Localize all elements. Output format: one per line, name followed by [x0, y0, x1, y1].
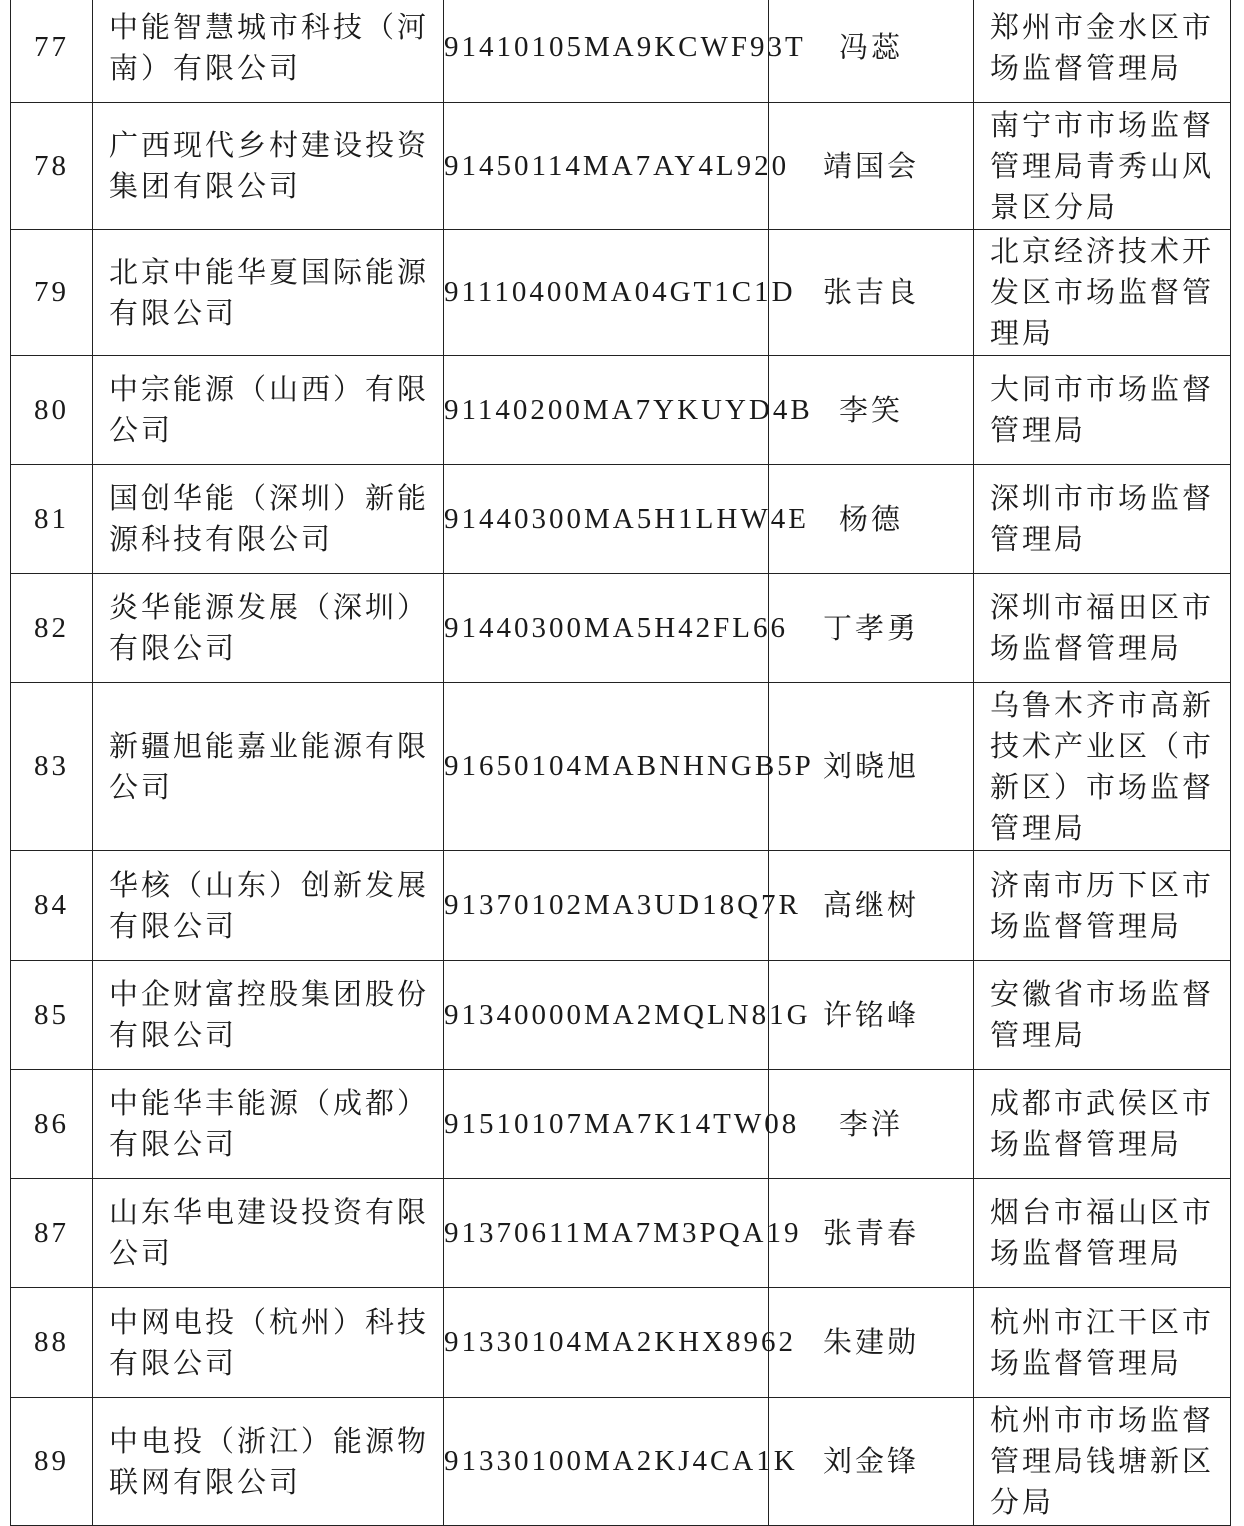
credit-code: 91650104MABNHNGB5P	[444, 683, 769, 851]
company-name: 北京中能华夏国际能源有限公司	[93, 230, 444, 356]
legal-rep: 许铭峰	[769, 961, 974, 1070]
credit-code: 91410105MA9KCWF93T	[444, 0, 769, 103]
credit-code: 91330104MA2KHX8962	[444, 1288, 769, 1398]
table-row	[11, 574, 1231, 683]
table-row	[11, 961, 1231, 1070]
legal-rep: 刘晓旭	[769, 683, 974, 851]
row-number: 81	[11, 465, 93, 574]
company-name: 中宗能源（山西）有限公司	[93, 356, 444, 465]
legal-rep: 李洋	[769, 1070, 974, 1179]
company-name: 中电投（浙江）能源物联网有限公司	[93, 1398, 444, 1526]
registry-table	[10, 0, 1231, 1526]
credit-code: 91140200MA7YKUYD4B	[444, 356, 769, 465]
registration-authority: 杭州市江干区市场监督管理局	[974, 1288, 1231, 1398]
row-number: 79	[11, 230, 93, 356]
company-name: 华核（山东）创新发展有限公司	[93, 851, 444, 961]
row-number: 83	[11, 683, 93, 851]
table-row	[11, 1288, 1231, 1398]
company-name: 中企财富控股集团股份有限公司	[93, 961, 444, 1070]
registration-authority: 乌鲁木齐市高新技术产业区（市新区）市场监督管理局	[974, 683, 1231, 851]
legal-rep: 刘金锋	[769, 1398, 974, 1526]
registration-authority: 深圳市福田区市场监督管理局	[974, 574, 1231, 683]
row-number: 85	[11, 961, 93, 1070]
table-row	[11, 465, 1231, 574]
credit-code: 91340000MA2MQLN81G	[444, 961, 769, 1070]
credit-code: 91370611MA7M3PQA19	[444, 1179, 769, 1288]
credit-code: 91330100MA2KJ4CA1K	[444, 1398, 769, 1526]
registration-authority: 深圳市市场监督管理局	[974, 465, 1231, 574]
legal-rep: 靖国会	[769, 103, 974, 230]
legal-rep: 张吉良	[769, 230, 974, 356]
row-number: 89	[11, 1398, 93, 1526]
row-number: 80	[11, 356, 93, 465]
table-row	[11, 683, 1231, 851]
row-number: 77	[11, 0, 93, 103]
credit-code: 91510107MA7K14TW08	[444, 1070, 769, 1179]
credit-code: 91450114MA7AY4L920	[444, 103, 769, 230]
row-number: 78	[11, 103, 93, 230]
legal-rep: 朱建勋	[769, 1288, 974, 1398]
credit-code: 91440300MA5H1LHW4E	[444, 465, 769, 574]
table-row	[11, 1070, 1231, 1179]
credit-code: 91110400MA04GT1C1D	[444, 230, 769, 356]
registration-authority: 南宁市市场监督管理局青秀山风景区分局	[974, 103, 1231, 230]
company-name: 国创华能（深圳）新能源科技有限公司	[93, 465, 444, 574]
row-number: 87	[11, 1179, 93, 1288]
company-name: 新疆旭能嘉业能源有限公司	[93, 683, 444, 851]
credit-code: 91370102MA3UD18Q7R	[444, 851, 769, 961]
row-number: 86	[11, 1070, 93, 1179]
credit-code: 91440300MA5H42FL66	[444, 574, 769, 683]
legal-rep: 李笑	[769, 356, 974, 465]
registration-authority: 大同市市场监督管理局	[974, 356, 1231, 465]
table-row	[11, 356, 1231, 465]
registration-authority: 北京经济技术开发区市场监督管理局	[974, 230, 1231, 356]
table-row	[11, 1398, 1231, 1526]
table-row	[11, 1179, 1231, 1288]
registration-authority: 烟台市福山区市场监督管理局	[974, 1179, 1231, 1288]
row-number: 84	[11, 851, 93, 961]
legal-rep: 张青春	[769, 1179, 974, 1288]
registration-authority: 成都市武侯区市场监督管理局	[974, 1070, 1231, 1179]
registration-authority: 杭州市市场监督管理局钱塘新区分局	[974, 1398, 1231, 1526]
table-row	[11, 851, 1231, 961]
legal-rep: 丁孝勇	[769, 574, 974, 683]
table-row	[11, 230, 1231, 356]
legal-rep: 冯蕊	[769, 0, 974, 103]
company-name: 中能智慧城市科技（河南）有限公司	[93, 0, 444, 103]
company-name: 炎华能源发展（深圳）有限公司	[93, 574, 444, 683]
company-name: 广西现代乡村建设投资集团有限公司	[93, 103, 444, 230]
registration-authority: 安徽省市场监督管理局	[974, 961, 1231, 1070]
company-name: 山东华电建设投资有限公司	[93, 1179, 444, 1288]
row-number: 82	[11, 574, 93, 683]
company-name: 中网电投（杭州）科技有限公司	[93, 1288, 444, 1398]
legal-rep: 杨德	[769, 465, 974, 574]
table-row	[11, 103, 1231, 230]
registration-authority: 济南市历下区市场监督管理局	[974, 851, 1231, 961]
registration-authority: 郑州市金水区市场监督管理局	[974, 0, 1231, 103]
row-number: 88	[11, 1288, 93, 1398]
table-row	[11, 0, 1231, 103]
company-name: 中能华丰能源（成都）有限公司	[93, 1070, 444, 1179]
legal-rep: 高继树	[769, 851, 974, 961]
